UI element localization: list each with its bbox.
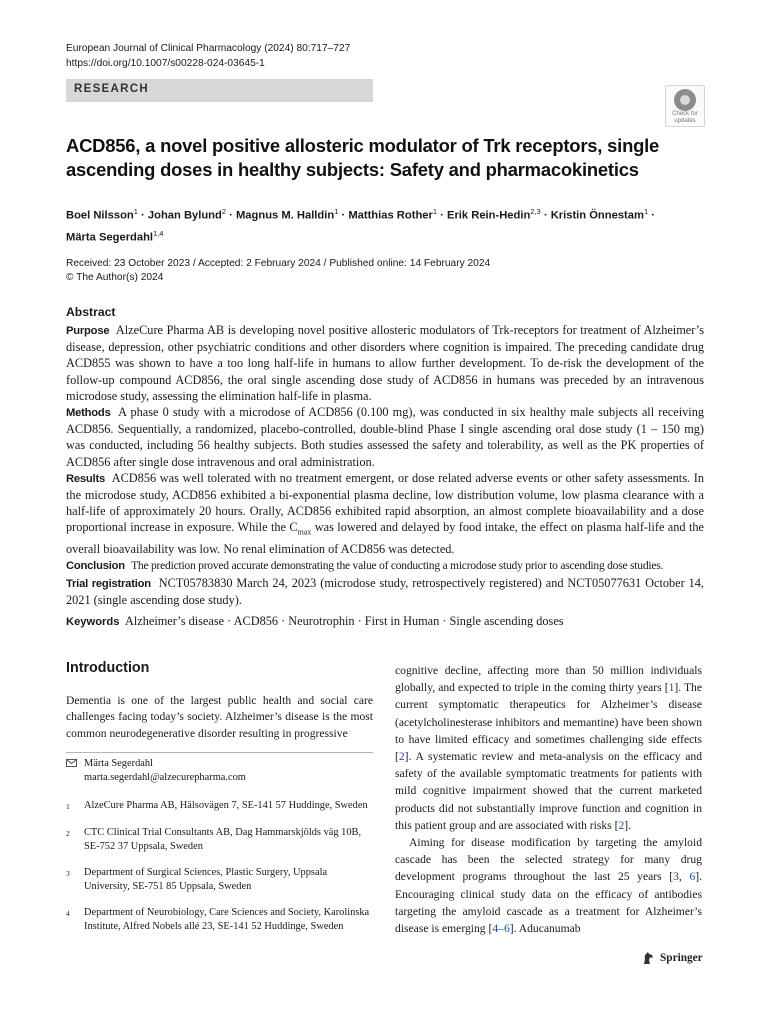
copyright-line: © The Author(s) 2024 [66,271,164,283]
intro-paragraph: Dementia is one of the largest public health and social care challenges facing today’s society. Alzheimer’s disease is the most common neurodegenerative disorder resulting in progressive [66,694,373,740]
results-label: Results [66,472,106,485]
author-affiliation: 1 [334,207,339,216]
intro-text: ]. Aducanumab [509,922,581,936]
cmax-subscript: max [297,527,312,537]
footnote-rule [66,752,373,753]
affiliation-item [66,826,373,854]
intro-text: ]. The current symptomatic therapeutics for Alzheimer’s disease (acetylcholinesterase inhibitors and memantine) have been shown to have limited efficacy and sometimes challenging side effects [ [395,681,702,764]
badge-line2: updates [674,117,696,124]
intro-text: ]. Encouraging clinical study data on the efficacy of antibodies targeting the amyloid cascade as a treatment for Alzheimer’s disease is emerging [ [395,870,702,936]
intro-paragraph [395,662,702,834]
journal-citation [66,41,350,71]
affiliation-number: 3 [66,869,70,878]
intro-text: Aiming for disease modification by targeting the amyloid cascade has been the selected strategy for many drug development programs throughout the last 25 years [ [395,836,702,884]
author-name[interactable]: Magnus M. Halldin [235,209,335,222]
envelope-icon [66,757,84,785]
doi-link[interactable]: https://doi.org/10.1007/s00228-024-03645-1 [66,58,265,69]
author-name[interactable]: Johan Bylund [147,209,222,222]
intro-paragraph [395,834,702,937]
intro-right-column [395,662,702,937]
abstract-purpose [66,322,704,404]
author-affiliation: 2,3 [530,207,541,216]
abstract-methods [66,404,704,470]
author-affiliation: 2 [221,207,227,216]
author-affiliation: 1 [432,207,438,216]
author-list: Boel Nilsson$^1$ · Johan Bylund$^2$ · Magnus M. Halldin$^1$ · Matthias Rother$^1$ · Erik Rein-Hedin$^{2,3}$ · Kristin Önnestam$^1$ · Märta Segerdahl$^{1,4}$ [66,207,655,244]
purpose-text: AlzeCure Pharma AB is developing novel positive allosteric modulators of Trk-receptors for treatment of Alzheimer’s disease, depression, other psychiatric conditions and other disorders where cognition is impaired. The preceding candidate drug ACD855 was shown to have a too long half-life in humans to allow further development. To de-risk the development of the follow-up compound ACD856, the oral single ascending dose study of ACD856 in humans was preceded by an intravenous microdose study, assessing the elimination half-life in plasma. [66,323,704,403]
citation-link[interactable]: 4–6 [492,922,510,936]
correspondence [66,757,373,785]
author-name[interactable]: Matthias Rother [348,209,433,222]
author-affiliation: 1 [643,207,649,216]
publisher-logo [641,951,703,965]
results-text-cont: was lowered and delayed by food intake, the effect on plasma half-life and the overall bioavailability was low. No renal elimination of ACD856 was detected. [66,520,704,557]
intro-text: ]. A systematic review and meta-analysis on the efficacy and safety of the available symptomatic treatments for patients with mild cognitive impairment showed that the current marketed products did not substantially improve function and cognition in this patient group and are associated with risks [ [395,750,702,832]
abstract-heading: Abstract [66,305,116,319]
citation-link[interactable]: 2 [398,750,405,764]
methods-label: Methods [66,407,111,420]
conclusion-text: The prediction proved accurate demonstrating the value of conducting a microdose study prior to ascending dose studies. [131,559,664,573]
intro-text: , [678,870,690,884]
affiliation-item [66,906,373,934]
article-title: ACD856, a novel positive allosteric modulator of Trk receptors, single ascending doses in healthy subjects: Safety and pharmacokinetics [66,135,660,180]
introduction-heading: Introduction [66,660,150,676]
journal-line: European Journal of Clinical Pharmacology (2024) 80:717–727 [66,43,351,54]
results-text: ACD856 was well tolerated with no treatment emergent, or dose related adverse events or other safety assessments. In the microdose study, ACD856 exhibited a bi-exponential plasma decline, low distribution volume, low plasma clearance with a half-life of approximately 20 hours. Orally, ACD856 exhibited rapid absorption, an almost complete bioavailability and a dose proportional increase in exposure. While the C [66,470,704,535]
author-affiliation: 1 [133,207,138,216]
abstract-results [66,470,704,557]
author-name[interactable]: Boel Nilsson [66,209,134,222]
author-name[interactable]: Kristin Önnestam [550,209,644,222]
affiliation-text: CTC Clinical Trial Consultants AB, Dag Hammarskjölds väg 10B, SE-752 37 Uppsala, Sweden [84,827,362,852]
citation-link[interactable]: 2 [618,818,625,832]
keywords-text: Alzheimer’s disease · ACD856 · Neurotrophin · First in Human · Single ascending doses [124,614,564,628]
citation-link[interactable]: 3 [673,870,679,884]
trial-label: Trial registration [66,577,151,590]
affiliation-item [66,799,373,814]
history-dates: Received: 23 October 2023 / Accepted: 2 February 2024 / Published online: 14 February 2024 [66,258,491,269]
correspondence-name: Märta Segerdahl [84,758,153,769]
affiliation-item [66,866,373,894]
footnotes [66,752,373,946]
affiliation-text: Department of Surgical Sciences, Plastic Surgery, Uppsala University, SE-751 85 Uppsala, Sweden [84,867,328,892]
check-updates-icon [674,89,696,111]
conclusion-label: Conclusion [66,560,125,573]
springer-horse-icon [641,951,655,965]
abstract-conclusion [66,557,704,574]
author-affiliation: 1,4 [153,228,164,238]
intro-left-column [66,693,373,742]
citation-link[interactable]: 1 [668,681,675,695]
intro-text: ]. [624,818,632,832]
affiliation-number: 1 [66,802,70,811]
abstract-trial [66,575,704,608]
publication-dates [66,257,490,284]
trial-text: NCT05783830 March 24, 2023 (microdose study, retrospectively registered) and NCT05077631 October 14, 2021 (single ascending dose study). [66,575,704,607]
purpose-label: Purpose [66,325,110,337]
article-type-label: RESEARCH [74,83,149,95]
check-for-updates-badge[interactable] [665,85,705,127]
keywords-label: Keywords [66,616,120,628]
intro-text: cognitive decline, affecting more than 50 million individuals globally, and expected to triple in the coming thirty years [ [395,664,702,695]
affiliation-text: AlzeCure Pharma AB, Hälsovägen 7, SE-141 57 Huddinge, Sweden [84,800,368,811]
badge-line1: Check for [672,111,698,117]
affiliation-number: 2 [66,829,70,838]
author-name[interactable]: Märta Segerdahl [66,231,154,244]
author-name[interactable]: Erik Rein-Hedin [446,209,531,222]
citation-link[interactable]: 6 [689,870,696,884]
correspondence-email[interactable]: marta.segerdahl@alzecurepharma.com [84,772,246,783]
affiliation-number: 4 [66,909,70,918]
keywords [66,614,706,629]
abstract-body [66,322,704,608]
methods-text: A phase 0 study with a microdose of ACD856 (0.100 mg), was conducted in six healthy male subjects all receiving ACD856. Sequentially, a randomized, placebo-controlled, double-blind Phase I single ascending oral dose study (1 – 150 mg) was conducted, including 56 healthy subjects. Both studies assessed the safety and tolerability, as well as the PK properties of ACD856 after single dose intravenous and oral administration. [66,405,704,469]
affiliation-text: Department of Neurobiology, Care Sciences and Society, Karolinska Institute, Alfred Nobels allé 23, SE-141 52 Huddinge, Sweden [84,907,370,932]
publisher-name: Springer [660,952,703,964]
article-type-bar [66,79,373,102]
